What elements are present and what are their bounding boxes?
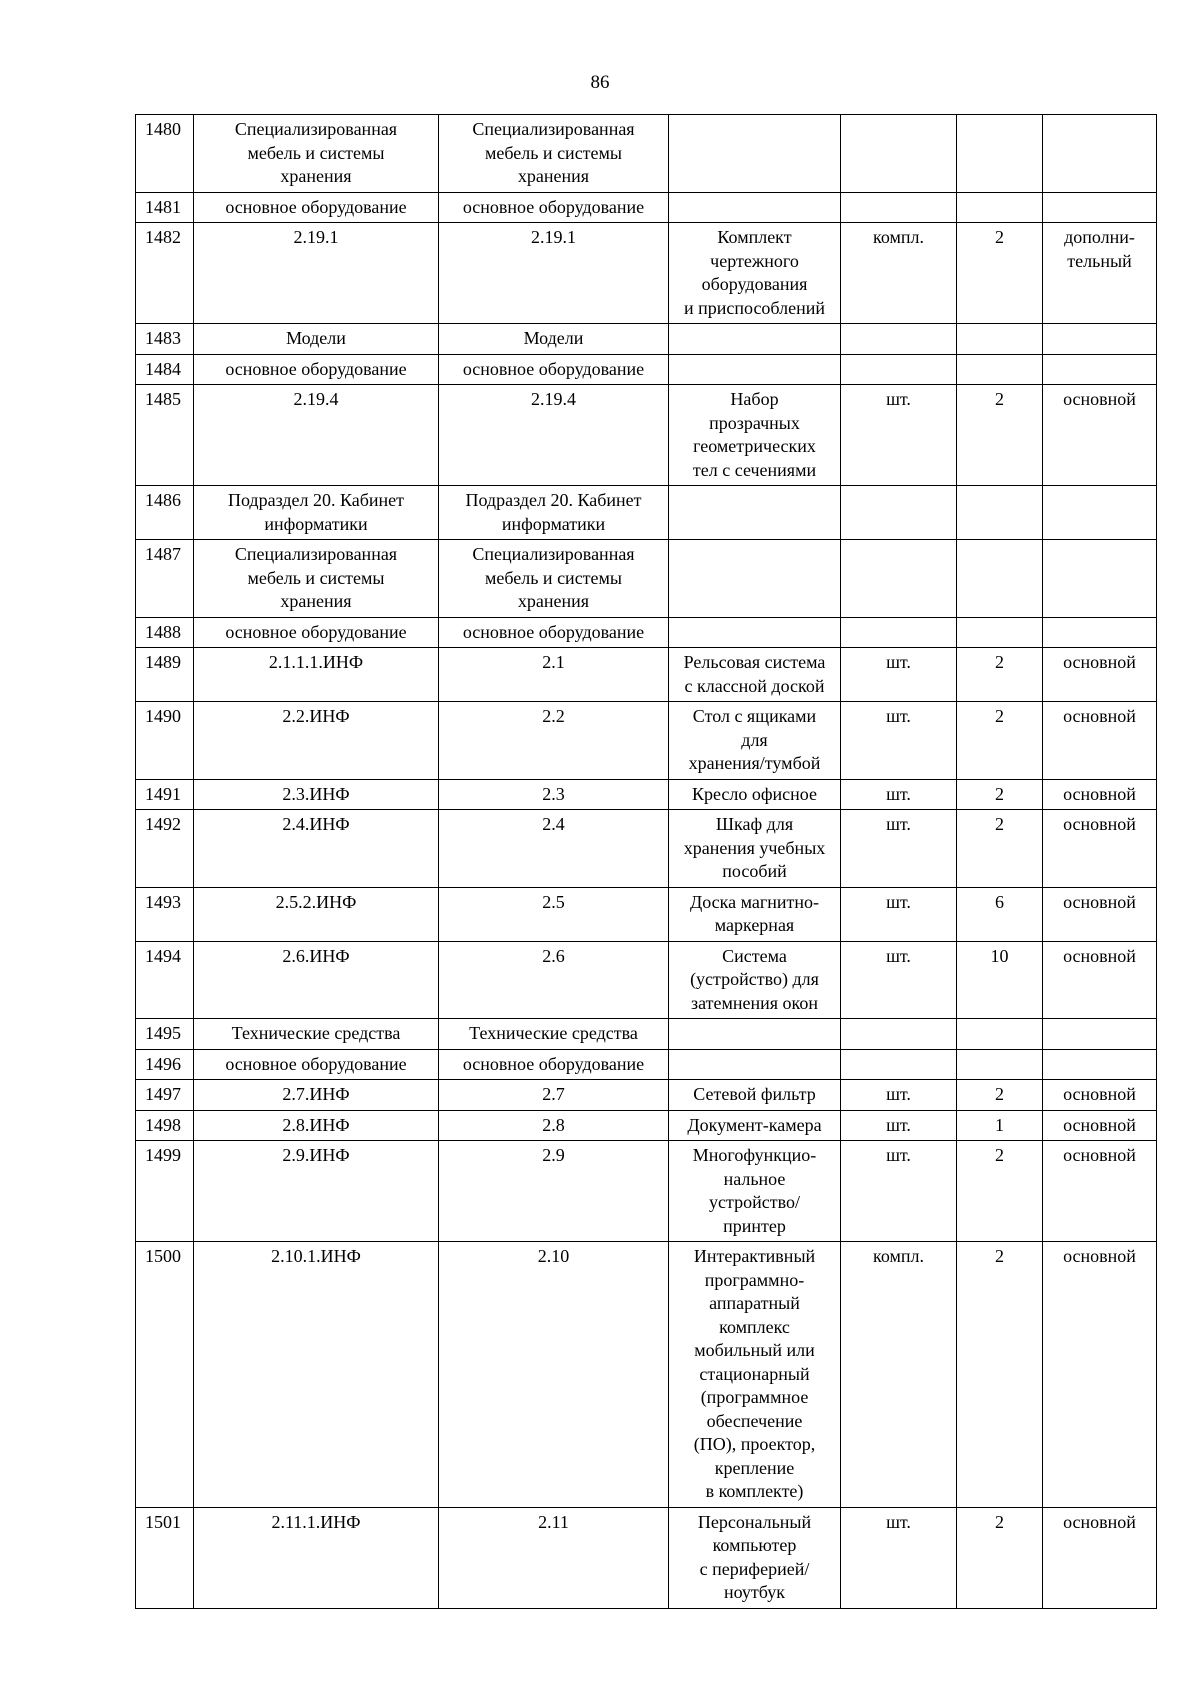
item-name-cell: Рельсовая система с классной доской: [669, 648, 841, 702]
quantity-cell: 6: [957, 887, 1043, 941]
unit-cell: шт.: [841, 941, 957, 1019]
ref-code-cell: 2.6: [439, 941, 669, 1019]
code-cell: Специализированная мебель и системы хранения: [194, 540, 439, 618]
unit-cell: шт.: [841, 1110, 957, 1141]
ref-code-cell: 2.1: [439, 648, 669, 702]
unit-cell: [841, 324, 957, 355]
table-row: [136, 223, 1157, 324]
table-row: [136, 702, 1157, 780]
quantity-cell: 2: [957, 648, 1043, 702]
ref-code-cell: 2.4: [439, 810, 669, 888]
quantity-cell: [957, 540, 1043, 618]
table-row: [136, 1080, 1157, 1111]
unit-cell: компл.: [841, 1242, 957, 1508]
ref-code-cell: основное оборудование: [439, 1049, 669, 1080]
type-cell: основной: [1043, 810, 1157, 888]
item-name-cell: [669, 115, 841, 193]
table-row: [136, 779, 1157, 810]
item-name-cell: Персональный компьютер с периферией/ ноутбук: [669, 1507, 841, 1608]
unit-cell: [841, 617, 957, 648]
table-row: [136, 617, 1157, 648]
quantity-cell: 2: [957, 385, 1043, 486]
code-cell: Специализированная мебель и системы хранения: [194, 115, 439, 193]
quantity-cell: 2: [957, 779, 1043, 810]
row-number-cell: 1481: [136, 192, 194, 223]
table-row: [136, 1242, 1157, 1508]
code-cell: 2.19.1: [194, 223, 439, 324]
unit-cell: [841, 354, 957, 385]
table-row: [136, 648, 1157, 702]
table-row: [136, 486, 1157, 540]
code-cell: основное оборудование: [194, 192, 439, 223]
table-row: [136, 192, 1157, 223]
row-number-cell: 1488: [136, 617, 194, 648]
row-number-cell: 1491: [136, 779, 194, 810]
quantity-cell: 2: [957, 702, 1043, 780]
code-cell: 2.9.ИНФ: [194, 1141, 439, 1242]
quantity-cell: 2: [957, 1141, 1043, 1242]
quantity-cell: [957, 1019, 1043, 1050]
item-name-cell: Шкаф для хранения учебных пособий: [669, 810, 841, 888]
row-number-cell: 1480: [136, 115, 194, 193]
type-cell: [1043, 486, 1157, 540]
row-number-cell: 1495: [136, 1019, 194, 1050]
code-cell: 2.6.ИНФ: [194, 941, 439, 1019]
type-cell: [1043, 1019, 1157, 1050]
code-cell: 2.8.ИНФ: [194, 1110, 439, 1141]
table-row: [136, 324, 1157, 355]
unit-cell: [841, 540, 957, 618]
ref-code-cell: 2.5: [439, 887, 669, 941]
type-cell: основной: [1043, 702, 1157, 780]
item-name-cell: [669, 1049, 841, 1080]
ref-code-cell: 2.2: [439, 702, 669, 780]
row-number-cell: 1483: [136, 324, 194, 355]
type-cell: [1043, 115, 1157, 193]
item-name-cell: Кресло офисное: [669, 779, 841, 810]
type-cell: основной: [1043, 1141, 1157, 1242]
code-cell: 2.1.1.1.ИНФ: [194, 648, 439, 702]
item-name-cell: [669, 354, 841, 385]
item-name-cell: [669, 540, 841, 618]
unit-cell: шт.: [841, 385, 957, 486]
row-number-cell: 1494: [136, 941, 194, 1019]
ref-code-cell: 2.9: [439, 1141, 669, 1242]
code-cell: основное оборудование: [194, 617, 439, 648]
table-row: [136, 941, 1157, 1019]
item-name-cell: [669, 617, 841, 648]
item-name-cell: Многофункцио- нальное устройство/ принтер: [669, 1141, 841, 1242]
table-row: [136, 115, 1157, 193]
quantity-cell: [957, 324, 1043, 355]
ref-code-cell: основное оборудование: [439, 354, 669, 385]
code-cell: основное оборудование: [194, 354, 439, 385]
ref-code-cell: 2.11: [439, 1507, 669, 1608]
table-row: [136, 1019, 1157, 1050]
table-body: [136, 115, 1157, 1609]
item-name-cell: Документ-камера: [669, 1110, 841, 1141]
ref-code-cell: 2.3: [439, 779, 669, 810]
row-number-cell: 1492: [136, 810, 194, 888]
unit-cell: [841, 486, 957, 540]
item-name-cell: Сетевой фильтр: [669, 1080, 841, 1111]
item-name-cell: Система (устройство) для затемнения окон: [669, 941, 841, 1019]
quantity-cell: [957, 115, 1043, 193]
unit-cell: [841, 192, 957, 223]
quantity-cell: [957, 354, 1043, 385]
ref-code-cell: основное оборудование: [439, 192, 669, 223]
row-number-cell: 1498: [136, 1110, 194, 1141]
row-number-cell: 1484: [136, 354, 194, 385]
quantity-cell: [957, 1049, 1043, 1080]
type-cell: [1043, 1049, 1157, 1080]
code-cell: Технические средства: [194, 1019, 439, 1050]
table-row: [136, 385, 1157, 486]
table-row: [136, 540, 1157, 618]
unit-cell: [841, 1019, 957, 1050]
unit-cell: шт.: [841, 779, 957, 810]
code-cell: 2.4.ИНФ: [194, 810, 439, 888]
quantity-cell: 2: [957, 223, 1043, 324]
table-row: [136, 887, 1157, 941]
ref-code-cell: 2.19.1: [439, 223, 669, 324]
ref-code-cell: Технические средства: [439, 1019, 669, 1050]
type-cell: [1043, 192, 1157, 223]
type-cell: основной: [1043, 1242, 1157, 1508]
quantity-cell: 2: [957, 810, 1043, 888]
row-number-cell: 1500: [136, 1242, 194, 1508]
equipment-table: [135, 114, 1157, 1609]
type-cell: основной: [1043, 1110, 1157, 1141]
ref-code-cell: Специализированная мебель и системы хранения: [439, 115, 669, 193]
item-name-cell: Комплект чертежного оборудования и приспособлений: [669, 223, 841, 324]
ref-code-cell: Подраздел 20. Кабинет информатики: [439, 486, 669, 540]
row-number-cell: 1490: [136, 702, 194, 780]
type-cell: [1043, 617, 1157, 648]
code-cell: 2.19.4: [194, 385, 439, 486]
type-cell: [1043, 540, 1157, 618]
item-name-cell: Интерактивный программно- аппаратный комплекс мобильный или стационарный (программное обеспечение (ПО), проектор, крепление в комплекте): [669, 1242, 841, 1508]
unit-cell: шт.: [841, 887, 957, 941]
quantity-cell: 10: [957, 941, 1043, 1019]
ref-code-cell: Специализированная мебель и системы хранения: [439, 540, 669, 618]
unit-cell: компл.: [841, 223, 957, 324]
table-row: [136, 354, 1157, 385]
unit-cell: шт.: [841, 648, 957, 702]
row-number-cell: 1482: [136, 223, 194, 324]
unit-cell: шт.: [841, 702, 957, 780]
table-row: [136, 810, 1157, 888]
row-number-cell: 1485: [136, 385, 194, 486]
quantity-cell: 2: [957, 1507, 1043, 1608]
item-name-cell: [669, 1019, 841, 1050]
item-name-cell: Стол с ящиками для хранения/тумбой: [669, 702, 841, 780]
quantity-cell: 2: [957, 1242, 1043, 1508]
row-number-cell: 1486: [136, 486, 194, 540]
row-number-cell: 1499: [136, 1141, 194, 1242]
ref-code-cell: 2.8: [439, 1110, 669, 1141]
code-cell: 2.10.1.ИНФ: [194, 1242, 439, 1508]
type-cell: [1043, 324, 1157, 355]
unit-cell: шт.: [841, 810, 957, 888]
type-cell: [1043, 354, 1157, 385]
unit-cell: шт.: [841, 1507, 957, 1608]
table-row: [136, 1141, 1157, 1242]
unit-cell: шт.: [841, 1080, 957, 1111]
type-cell: основной: [1043, 1507, 1157, 1608]
item-name-cell: Доска магнитно- маркерная: [669, 887, 841, 941]
code-cell: основное оборудование: [194, 1049, 439, 1080]
item-name-cell: [669, 486, 841, 540]
quantity-cell: [957, 192, 1043, 223]
quantity-cell: 1: [957, 1110, 1043, 1141]
row-number-cell: 1489: [136, 648, 194, 702]
quantity-cell: [957, 486, 1043, 540]
ref-code-cell: Модели: [439, 324, 669, 355]
code-cell: 2.3.ИНФ: [194, 779, 439, 810]
type-cell: основной: [1043, 887, 1157, 941]
row-number-cell: 1501: [136, 1507, 194, 1608]
code-cell: 2.7.ИНФ: [194, 1080, 439, 1111]
code-cell: Модели: [194, 324, 439, 355]
ref-code-cell: 2.19.4: [439, 385, 669, 486]
ref-code-cell: 2.7: [439, 1080, 669, 1111]
table-row: [136, 1110, 1157, 1141]
code-cell: 2.11.1.ИНФ: [194, 1507, 439, 1608]
type-cell: основной: [1043, 648, 1157, 702]
type-cell: основной: [1043, 779, 1157, 810]
table-row: [136, 1049, 1157, 1080]
code-cell: 2.2.ИНФ: [194, 702, 439, 780]
code-cell: Подраздел 20. Кабинет информатики: [194, 486, 439, 540]
unit-cell: [841, 115, 957, 193]
row-number-cell: 1487: [136, 540, 194, 618]
ref-code-cell: основное оборудование: [439, 617, 669, 648]
table-row: [136, 1507, 1157, 1608]
type-cell: основной: [1043, 385, 1157, 486]
type-cell: основной: [1043, 941, 1157, 1019]
item-name-cell: [669, 324, 841, 355]
item-name-cell: [669, 192, 841, 223]
unit-cell: шт.: [841, 1141, 957, 1242]
unit-cell: [841, 1049, 957, 1080]
code-cell: 2.5.2.ИНФ: [194, 887, 439, 941]
quantity-cell: 2: [957, 1080, 1043, 1111]
row-number-cell: 1493: [136, 887, 194, 941]
ref-code-cell: 2.10: [439, 1242, 669, 1508]
type-cell: основной: [1043, 1080, 1157, 1111]
type-cell: дополни- тельный: [1043, 223, 1157, 324]
item-name-cell: Набор прозрачных геометрических тел с сечениями: [669, 385, 841, 486]
row-number-cell: 1496: [136, 1049, 194, 1080]
row-number-cell: 1497: [136, 1080, 194, 1111]
quantity-cell: [957, 617, 1043, 648]
page-number: 86: [590, 72, 610, 93]
